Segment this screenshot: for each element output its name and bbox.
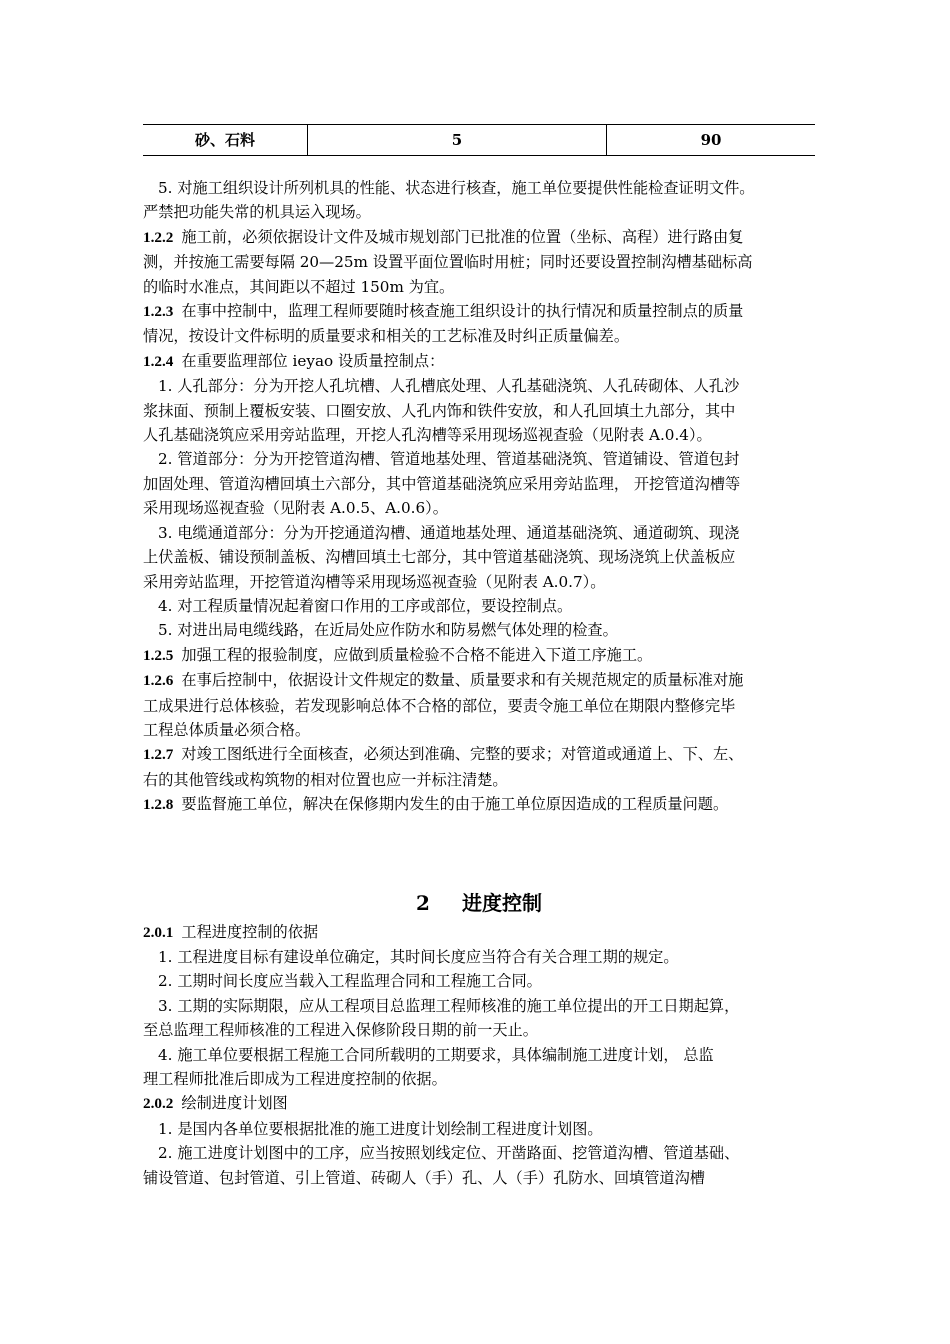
list-item: 1. 人孔部分：分为开挖人孔坑槽、人孔槽底处理、人孔基础浇筑、人孔砖砌体、人孔沙	[158, 377, 740, 396]
paragraph-line: 右的其他管线或构筑物的相对位置也应一并标注清楚。	[143, 770, 508, 789]
list-item: 2. 施工进度计划图中的工序，应当按照划线定位、开凿路面、挖管道沟槽、管道基础、	[158, 1144, 740, 1163]
clause-number: 2.0.1	[143, 923, 174, 941]
list-item: 1. 是国内各单位要根据批准的施工进度计划绘制工程进度计划图。	[158, 1119, 603, 1138]
clause-number: 1.2.2	[143, 228, 174, 246]
section-heading	[143, 886, 815, 920]
paragraph-line: 采用旁站监理，开挖管道沟槽等采用现场巡视查验（见附表 A.0.7）。	[143, 572, 606, 591]
clause-number: 1.2.3	[143, 303, 174, 321]
paragraph-line: 情况，按设计文件标明的质量要求和相关的工艺标准及时纠正质量偏差。	[143, 327, 629, 346]
table-cell-col2: 5	[308, 125, 607, 155]
clause-number: 1.2.6	[143, 672, 174, 690]
section-title: 进度控制	[461, 890, 542, 915]
section-spacer	[143, 818, 815, 886]
paragraph-line: 严禁把功能失常的机具运入现场。	[143, 203, 371, 222]
clause-number: 1.2.8	[143, 796, 174, 814]
paragraph-line: 加固处理、管道沟槽回填土六部分，其中管道基础浇筑应采用旁站监理， 开挖管道沟槽等	[143, 474, 741, 493]
list-item: 1. 工程进度目标有建设单位确定，其时间长度应当符合有关合理工期的规定。	[158, 947, 679, 966]
clause-number: 2.0.2	[143, 1095, 174, 1113]
list-item: 4. 对工程质量情况起着窗口作用的工序或部位，要设控制点。	[158, 596, 573, 615]
paragraph-line: 人孔基础浇筑应采用旁站监理，开挖人孔沟槽等采用现场巡视查验（见附表 A.0.4）。	[143, 426, 712, 445]
clause-1-2-6: 1.2.6 在事后控制中，依据设计文件规定的数量、质量要求和有关规范规定的质量标准对施	[143, 671, 744, 690]
paragraph-line: 的临时水准点，其间距以不超过 150m 为宜。	[143, 277, 455, 296]
body-text	[143, 176, 815, 1190]
list-item: 2. 工期时间长度应当载入工程监理合同和工程施工合同。	[158, 972, 542, 991]
paragraph-line: 5. 对施工组织设计所列机具的性能、状态进行核查，施工单位要提供性能检查证明文件。	[158, 179, 755, 197]
clause-1-2-7: 1.2.7 对竣工图纸进行全面核查，必须达到准确、完整的要求；对管道或通道上、下、左、	[143, 745, 744, 764]
clause-number: 1.2.4	[143, 352, 174, 370]
paragraph-line: 工程总体质量必须合格。	[143, 720, 311, 739]
paragraph-line: 浆抹面、预制上覆板安装、口圈安放、人孔内饰和铁件安放，和人孔回填土九部分，其中	[143, 401, 736, 420]
list-item: 3. 电缆通道部分：分为开挖通道沟槽、通道地基处理、通道基础浇筑、通道砌筑、现浇	[158, 523, 740, 542]
table-cell-col3: 90	[700, 131, 722, 149]
clause-1-2-2: 1.2.2 施工前，必须依据设计文件及城市规划部门已批准的位置（坐标、高程）进行路由复	[143, 227, 744, 246]
clause-1-2-8: 1.2.8 要监督施工单位，解决在保修期内发生的由于施工单位原因造成的工程质量问题。	[143, 795, 729, 814]
clause-2-0-1: 2.0.1 工程进度控制的依据	[143, 922, 319, 941]
clause-number: 1.2.7	[143, 746, 174, 764]
clause-1-2-5: 1.2.5 加强工程的报验制度，应做到质量检验不合格不能进入下道工序施工。	[143, 645, 653, 664]
list-item: 5. 对进出局电缆线路，在近局处应作防水和防易燃气体处理的检查。	[158, 621, 618, 640]
list-item: 4. 施工单位要根据工程施工合同所载明的工期要求，具体编制施工进度计划， 总监	[158, 1045, 714, 1064]
materials-table-row	[143, 124, 815, 156]
paragraph-line: 采用现场巡视查验（见附表 A.0.5、A.0.6）。	[143, 499, 448, 518]
paragraph-line: 测，并按施工需要每隔 20—25m 设置平面位置临时用桩；同时还要设置控制沟槽基础标高	[143, 253, 753, 272]
paragraph-line: 理工程师批准后即成为工程进度控制的依据。	[143, 1070, 447, 1088]
paragraph-line: 工成果进行总体核验，若发现影响总体不合格的部位，要责令施工单位在期限内整修完毕	[143, 696, 736, 715]
clause-2-0-2: 2.0.2 绘制进度计划图	[143, 1094, 288, 1113]
list-item: 3. 工期的实际期限，应从工程项目总监理工程师核准的施工单位提出的开工日期起算，	[158, 996, 740, 1015]
paragraph-line: 至总监理工程师核准的工程进入保修阶段日期的前一天止。	[143, 1021, 538, 1040]
clause-1-2-3: 1.2.3 在事中控制中，监理工程师要随时核查施工组织设计的执行情况和质量控制点的质量	[143, 302, 744, 321]
list-item: 2. 管道部分：分为开挖管道沟槽、管道地基处理、管道基础浇筑、管道铺设、管道包封	[158, 450, 740, 469]
table-cell-material: 砂、石料	[143, 125, 308, 155]
clause-1-2-4: 1.2.4 在重要监理部位 ieyao 设质量控制点：	[143, 351, 445, 370]
paragraph-line: 上伏盖板、铺设预制盖板、沟槽回填土七部分，其中管道基础浇筑、现场浇筑上伏盖板应	[143, 548, 736, 567]
section-number: 2	[416, 890, 430, 915]
clause-number: 1.2.5	[143, 646, 174, 664]
paragraph-line: 铺设管道、包封管道、引上管道、砖砌人（手）孔、人（手）孔防水、回填管道沟槽	[143, 1168, 705, 1187]
